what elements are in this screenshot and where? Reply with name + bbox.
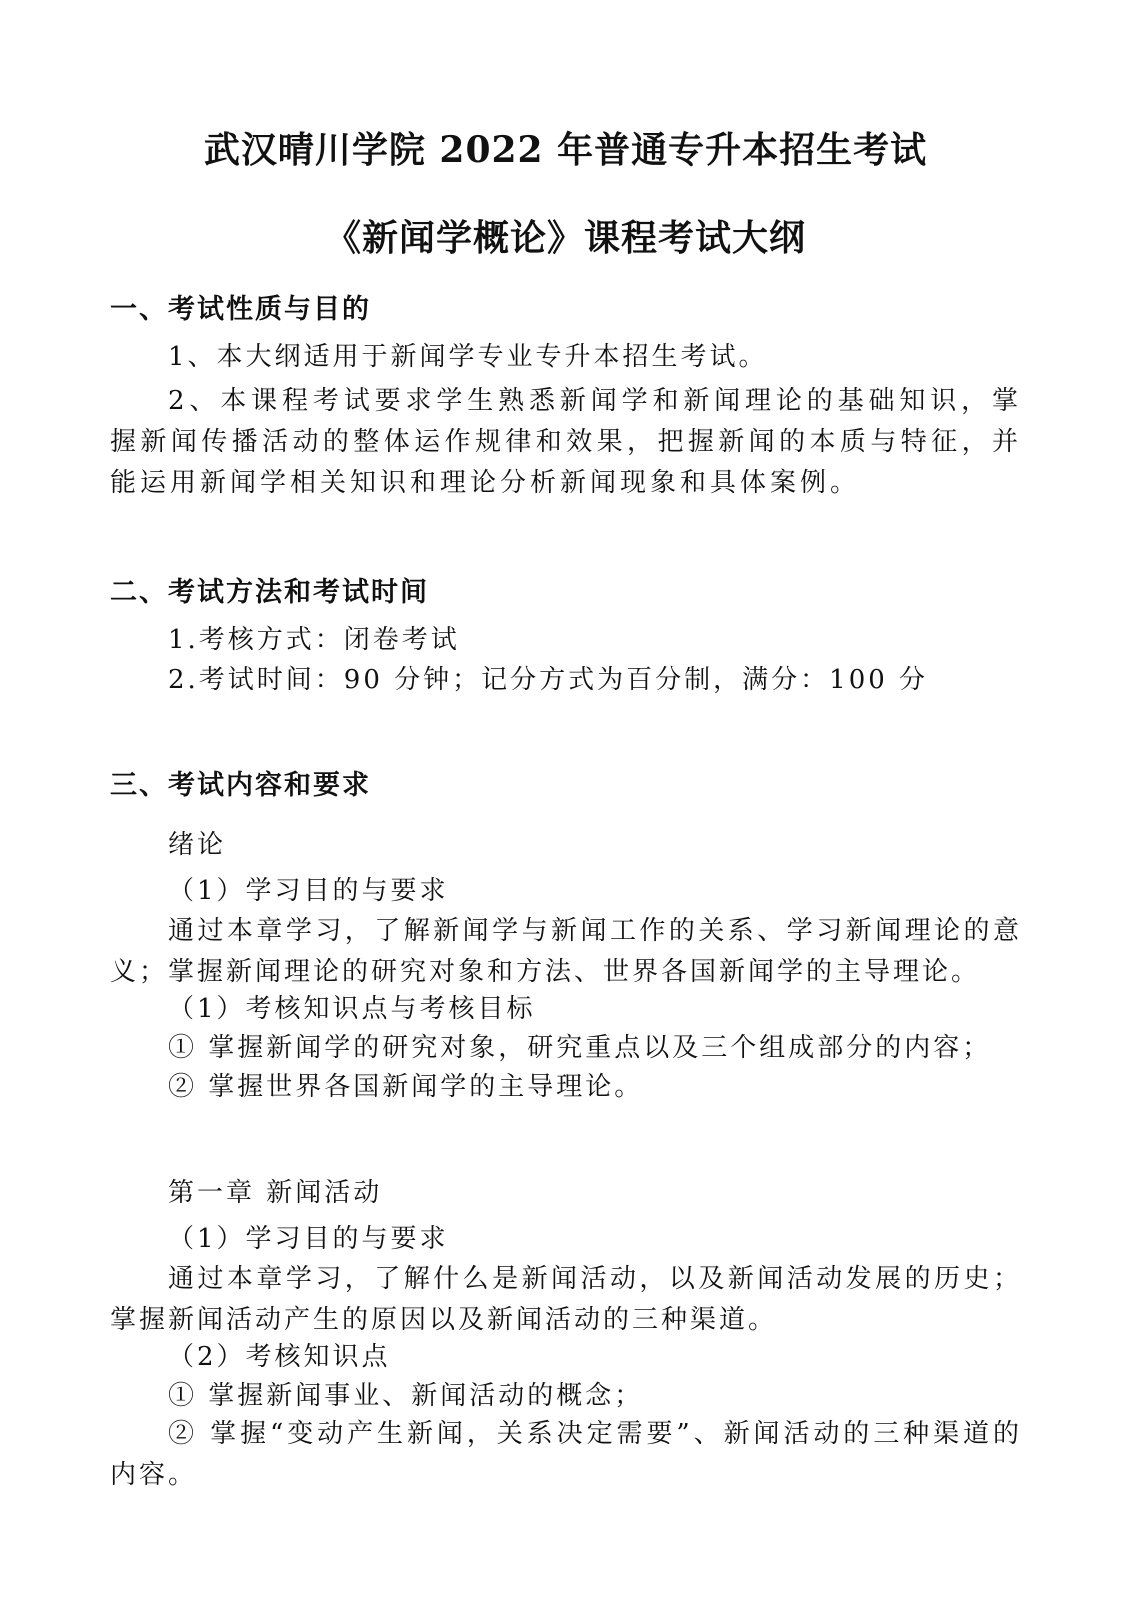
document-title-line2: 《新闻学概论》课程考试大纲 [324, 217, 806, 259]
chapter1-goal-heading: （1）学习目的与要求 [168, 1224, 449, 1254]
chapter1-point1: ① 掌握新闻事业、新闻活动的概念； [168, 1381, 644, 1411]
document-title-line1: 武汉晴川学院 2022 年普通专升本招生考试 [203, 129, 928, 171]
section2-item2: 2.考试时间：90 分钟；记分方式为百分制，满分：100 分 [168, 665, 929, 695]
intro-points-heading: （1）考核知识点与考核目标 [168, 994, 536, 1024]
section1-item2: 2、本课程考试要求学生熟悉新闻学和新闻理论的基础知识，掌握新闻传播活动的整体运作规律和效果，把握新闻的本质与特征，并能运用新闻学相关知识和理论分析新闻现象和具体案例。 [110, 386, 1022, 498]
chapter1-goal-text: 通过本章学习，了解什么是新闻活动，以及新闻活动发展的历史；掌握新闻活动产生的原因以及新闻活动的三种渠道。 [110, 1264, 1022, 1335]
intro-point2: ② 掌握世界各国新闻学的主导理论。 [168, 1072, 644, 1102]
section2-heading: 二、考试方法和考试时间 [110, 577, 429, 608]
section2-item1: 1.考核方式：闭卷考试 [168, 625, 460, 655]
chapter1-point2: ② 掌握“变动产生新闻，关系决定需要”、新闻活动的三种渠道的内容。 [110, 1419, 1022, 1490]
intro-goal-text: 通过本章学习，了解新闻学与新闻工作的关系、学习新闻理论的意义；掌握新闻理论的研究对象和方法、世界各国新闻学的主导理论。 [110, 916, 1022, 987]
chapter1-points-heading: （2）考核知识点 [168, 1342, 391, 1372]
intro-goal-heading: （1）学习目的与要求 [168, 876, 449, 906]
chapter1-title: 第一章 新闻活动 [168, 1178, 383, 1208]
intro-point1: ① 掌握新闻学的研究对象，研究重点以及三个组成部分的内容； [168, 1033, 992, 1063]
section1-heading: 一、考试性质与目的 [110, 294, 371, 325]
intro-title: 绪论 [168, 830, 227, 860]
section1-item1: 1、本大纲适用于新闻学专业专升本招生考试。 [168, 342, 768, 372]
section3-heading: 三、考试内容和要求 [110, 770, 371, 801]
